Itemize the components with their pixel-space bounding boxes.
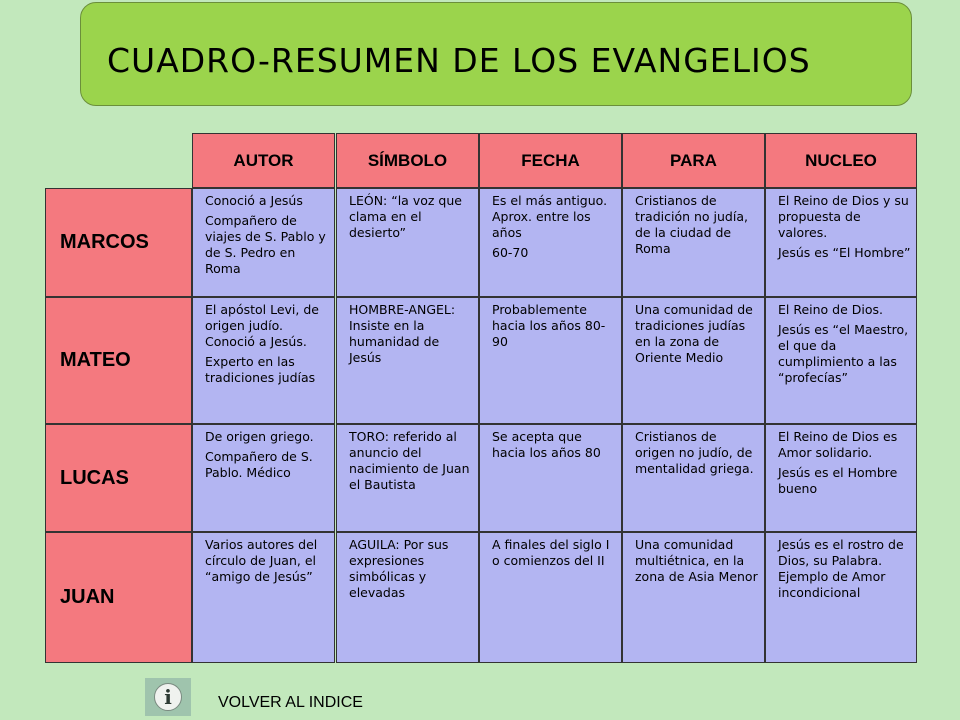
cell-text: De origen griego. (205, 429, 314, 444)
cell-text: Una comunidad multiétnica, en la zona de Asia Menor (635, 537, 758, 584)
cell-text: LEÓN: “la voz que clama en el desierto” (349, 193, 462, 240)
cell-text: El Reino de Dios es Amor solidario. (778, 429, 898, 460)
table-cell (622, 188, 765, 297)
title-banner (80, 2, 912, 106)
cell-text: El Reino de Dios y su propuesta de valores. (778, 193, 909, 240)
cell-text: Es el más antiguo. Aprox. entre los años (492, 193, 608, 240)
cell-text: A finales del siglo I o comienzos del II (492, 537, 610, 568)
table-cell (479, 424, 622, 532)
cell-text: El Reino de Dios. (778, 302, 884, 317)
table-cell (192, 424, 335, 532)
cell-text: Cristianos de tradición no judía, de la ciudad de Roma (635, 193, 748, 256)
column-header-fecha: FECHA (479, 133, 622, 188)
cell-text: Conoció a Jesús (205, 193, 303, 208)
table-cell (622, 424, 765, 532)
column-header-autor: AUTOR (192, 133, 335, 188)
table-cell (765, 532, 917, 663)
table-cell (192, 188, 335, 297)
cell-text: Se acepta que hacia los años 80 (492, 429, 601, 460)
cell-text: Jesús es el Hombre bueno (778, 465, 898, 496)
cell-text: AGUILA: Por sus expresiones simbólicas y elevadas (349, 537, 449, 600)
table-cell (622, 532, 765, 663)
row-header-lucas: LUCAS (45, 424, 192, 532)
table-cell (765, 424, 917, 532)
table-cell (192, 297, 335, 424)
page-title: CUADRO-RESUMEN DE LOS EVANGELIOS (107, 41, 811, 80)
table-cell (622, 297, 765, 424)
column-header-nucleo: NUCLEO (765, 133, 917, 188)
table-cell (479, 188, 622, 297)
column-header-para: PARA (622, 133, 765, 188)
back-to-index-link[interactable]: VOLVER AL INDICE (218, 694, 363, 711)
cell-text: Jesús es “El Hombre” (778, 245, 911, 260)
cell-text: Jesús es el rostro de Dios, su Palabra. Ejemplo de Amor incondicional (778, 537, 904, 600)
column-header-simbolo: SÍMBOLO (336, 133, 479, 188)
row-header-mateo: MATEO (45, 297, 192, 424)
info-icon: i (154, 683, 182, 711)
cell-text: Varios autores del círculo de Juan, el “amigo de Jesús” (205, 537, 318, 584)
table-cell (479, 532, 622, 663)
table-cell (765, 188, 917, 297)
info-button[interactable] (145, 678, 191, 716)
cell-text: Compañero de viajes de S. Pablo y de S. Pedro en Roma (205, 213, 326, 276)
cell-text: Jesús es “el Maestro, el que da cumplimiento a las “profecías” (778, 322, 909, 385)
cell-text: Cristianos de origen no judío, de mentalidad griega. (635, 429, 754, 476)
row-header-juan: JUAN (45, 532, 192, 663)
cell-text: Experto en las tradiciones judías (205, 354, 316, 385)
table-cell (479, 297, 622, 424)
table-cell (336, 297, 479, 424)
cell-text: Compañero de S. Pablo. Médico (205, 449, 313, 480)
table-cell (765, 297, 917, 424)
cell-text: 60-70 (492, 245, 529, 260)
table-cell (336, 532, 479, 663)
cell-text: HOMBRE-ANGEL: Insiste en la humanidad de Jesús (349, 302, 456, 365)
cell-text: El apóstol Levi, de origen judío. Conoció a Jesús. (205, 302, 319, 349)
cell-text: Una comunidad de tradiciones judías en la zona de Oriente Medio (635, 302, 753, 365)
row-header-marcos: MARCOS (45, 188, 192, 297)
cell-text: Probablemente hacia los años 80-90 (492, 302, 606, 349)
summary-table (45, 133, 917, 663)
table-cell (336, 188, 479, 297)
table-cell (336, 424, 479, 532)
cell-text: TORO: referido al anuncio del nacimiento de Juan el Bautista (349, 429, 470, 492)
table-cell (192, 532, 335, 663)
